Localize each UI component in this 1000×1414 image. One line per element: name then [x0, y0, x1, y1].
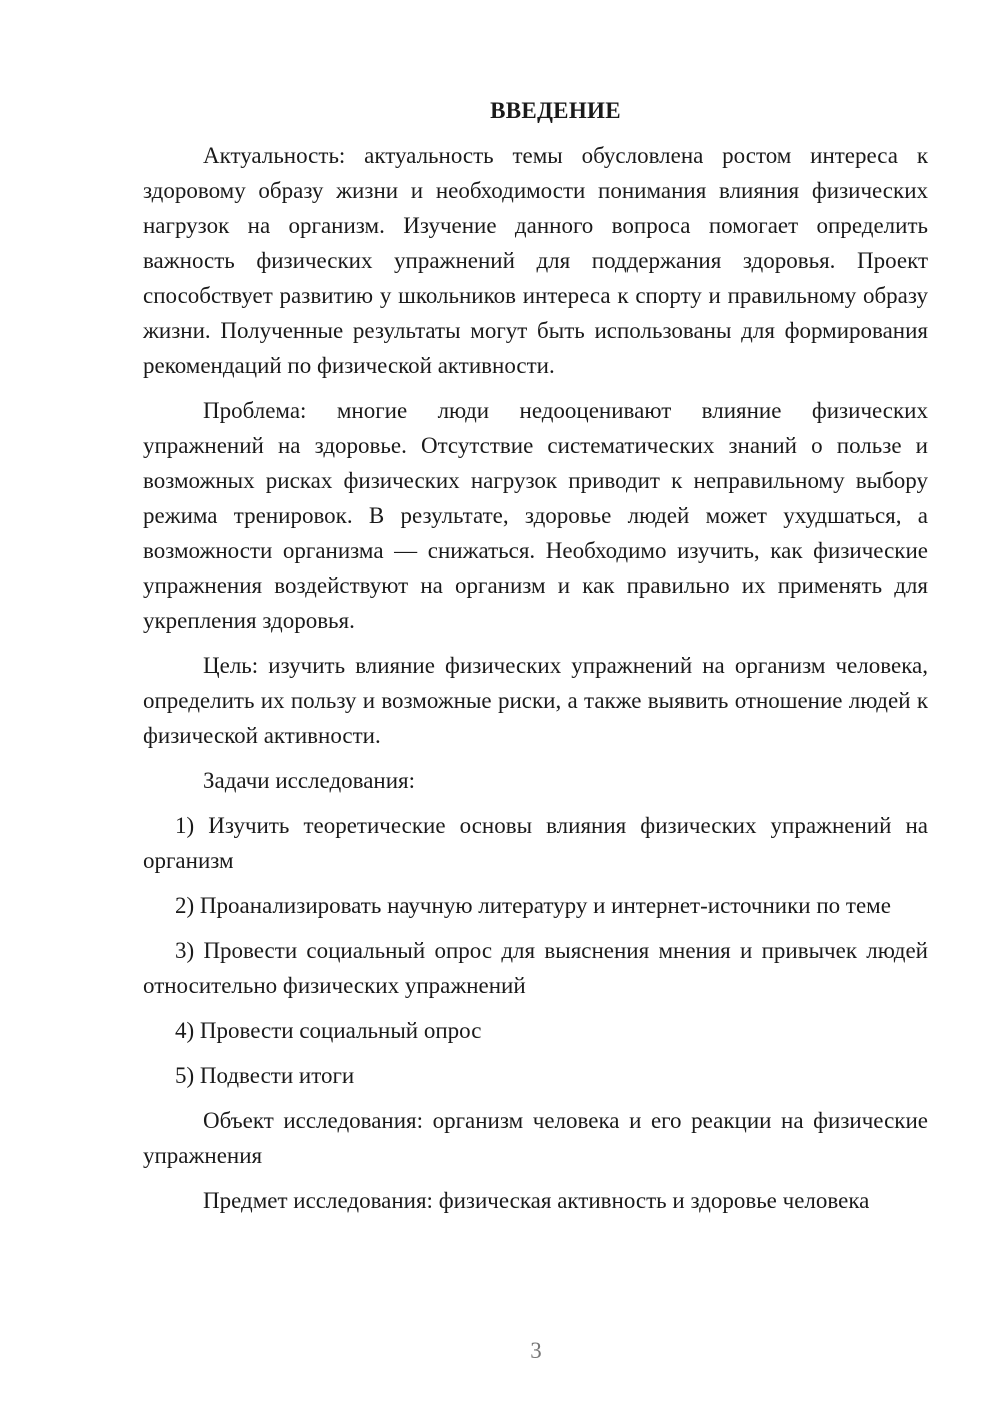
goal-paragraph: Цель: изучить влияние физических упражнений на организм человека, определить их пользу и возможные риски, а также выявить отношение людей к физической активности. [143, 653, 928, 748]
task-item-5: 5) Подвести итоги [175, 1063, 355, 1088]
page-number: 3 [530, 1338, 542, 1363]
page-content [143, 96, 928, 1218]
task-item-1: 1) Изучить теоретические основы влияния физических упражнений на организм [143, 813, 928, 873]
task-item-4: 4) Провести социальный опрос [175, 1018, 482, 1043]
tasks-heading: Задачи исследования: [203, 768, 416, 793]
object-paragraph: Объект исследования: организм человека и его реакции на физические упражнения [143, 1108, 928, 1168]
task-item-3: 3) Провести социальный опрос для выяснения мнения и привычек людей относительно физических упражнений [143, 938, 928, 998]
relevance-paragraph: Актуальность: актуальность темы обусловлена ростом интереса к здоровому образу жизни и необходимости понимания влияния физических нагрузок на организм. Изучение данного вопроса помогает определить важность физических упражнений для поддержания здоровья. Проект способствует развитию у школьников интереса к спорту и правильному образу жизни. Полученные результаты могут быть использованы для формирования рекомендаций по физической активности. [143, 143, 928, 378]
task-item-2: 2) Проанализировать научную литературу и интернет-источники по теме [175, 893, 891, 918]
problem-paragraph: Проблема: многие люди недооценивают влияние физических упражнений на здоровье. Отсутствие систематических знаний о пользе и возможных рисках физических нагрузок приводит к неправильному выбору режима тренировок. В результате, здоровье людей может ухудшаться, а возможности организма — снижаться. Необходимо изучить, как физические упражнения воздействуют на организм и как правильно их применять для укрепления здоровья. [143, 398, 928, 633]
section-title: ВВЕДЕНИЕ [490, 98, 621, 123]
subject-paragraph: Предмет исследования: физическая активность и здоровье человека [203, 1188, 870, 1213]
